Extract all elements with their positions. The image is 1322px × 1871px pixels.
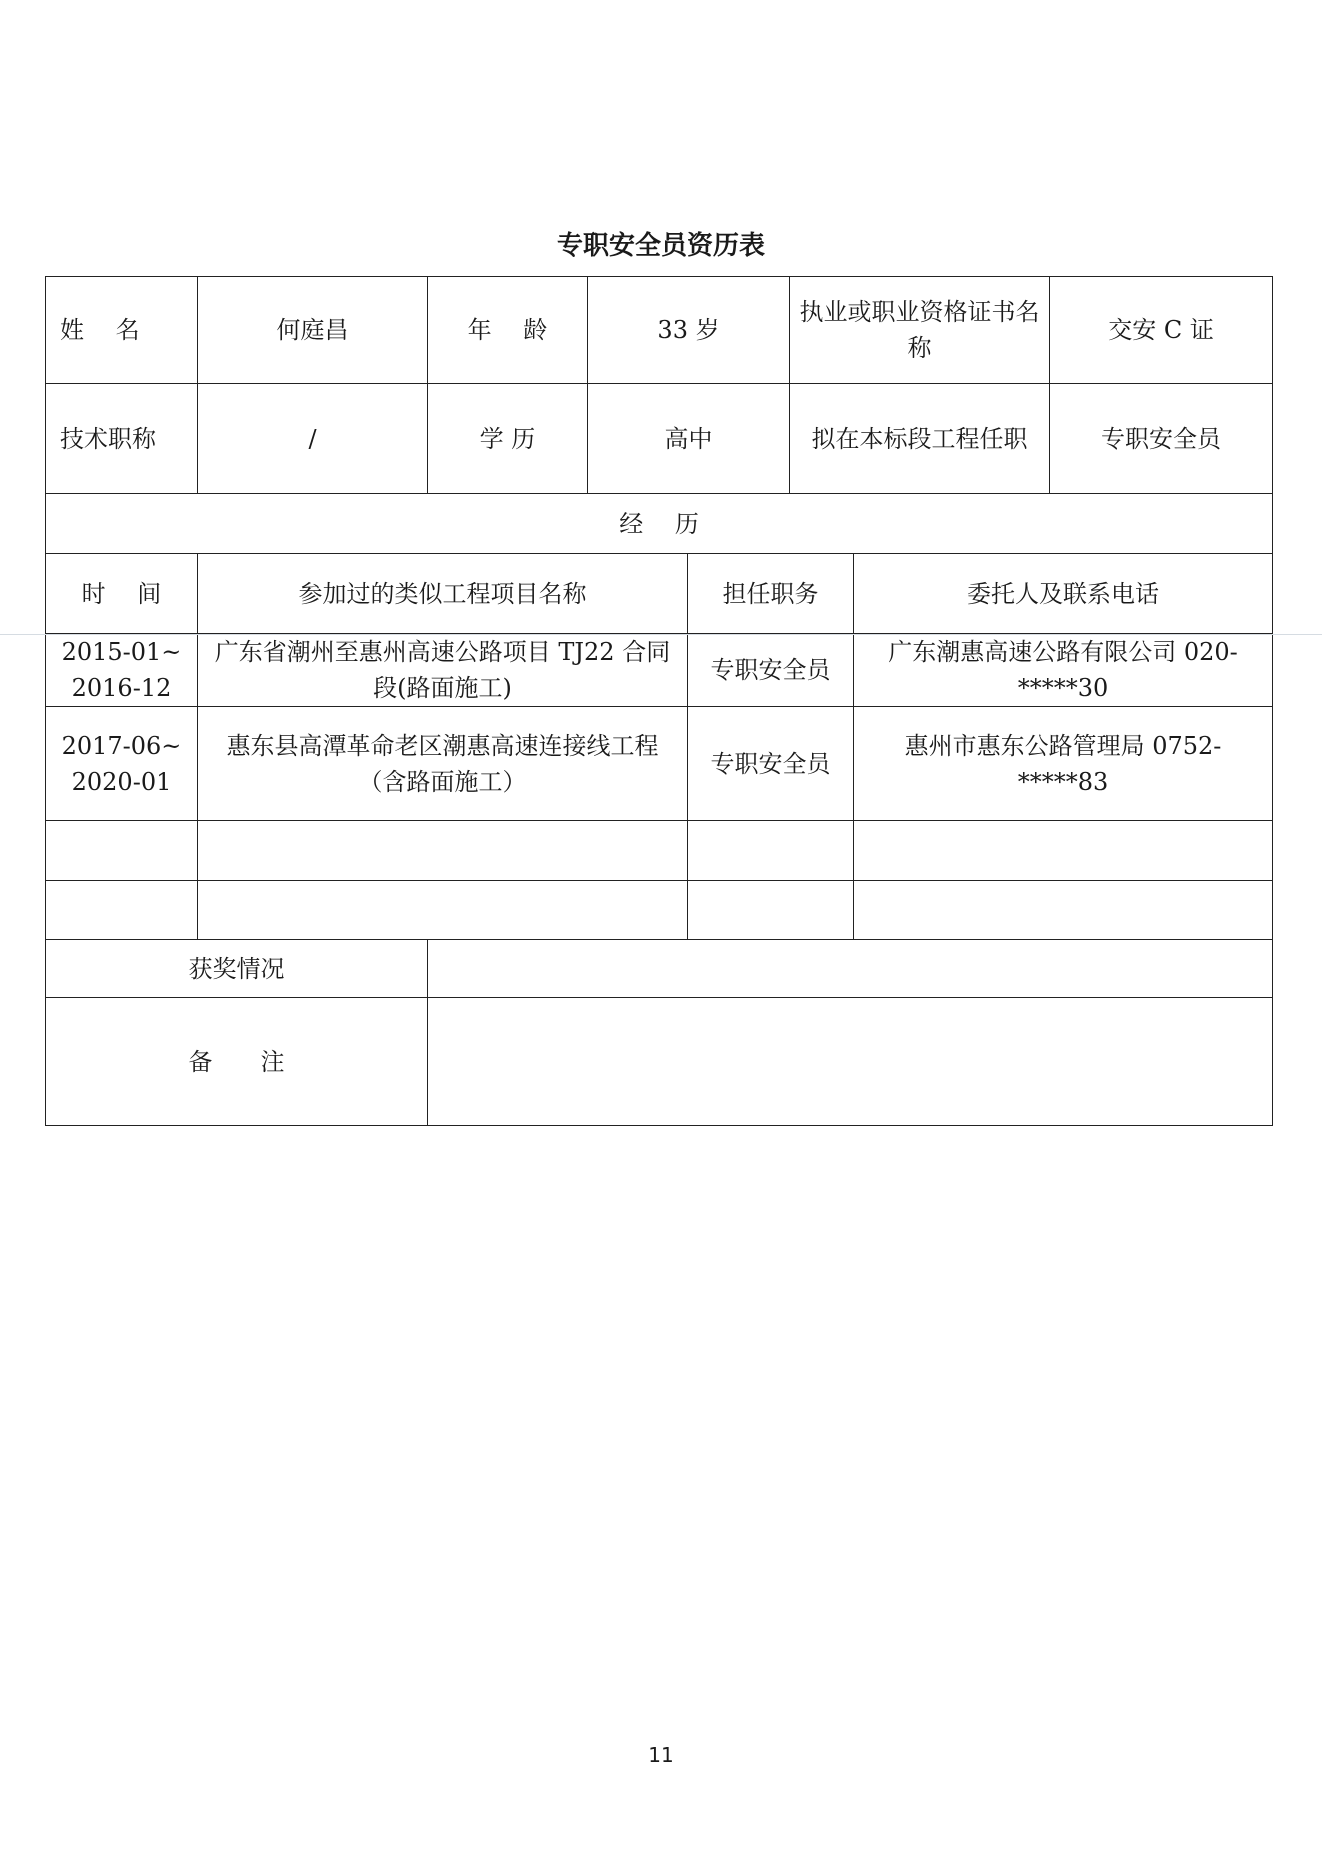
name-value: 何庭昌	[198, 277, 428, 384]
table-row	[46, 707, 1273, 821]
awards-value	[428, 940, 1273, 998]
experience-time	[46, 821, 198, 881]
experience-role: 专职安全员	[688, 634, 854, 707]
page-number: 11	[648, 1743, 674, 1767]
title-value: /	[198, 384, 428, 494]
experience-time	[46, 881, 198, 940]
experience-project: 惠东县高潭革命老区潮惠高速连接线工程（含路面施工）	[198, 707, 688, 821]
experience-contact	[854, 821, 1273, 881]
experience-header-row	[46, 554, 1273, 634]
education-value: 高中	[588, 384, 790, 494]
remarks-value	[428, 998, 1273, 1126]
position-value: 专职安全员	[1050, 384, 1273, 494]
experience-role	[688, 881, 854, 940]
title-label: 技术职称	[46, 384, 198, 494]
experience-contact: 惠州市惠东公路管理局 0752-*****83	[854, 707, 1273, 821]
basic-row-2	[46, 384, 1273, 494]
experience-project	[198, 881, 688, 940]
project-header: 参加过的类似工程项目名称	[198, 554, 688, 634]
experience-contact: 广东潮惠高速公路有限公司 020-*****30	[854, 634, 1273, 707]
page-title: 专职安全员资历表	[556, 231, 765, 261]
age-label: 年 龄	[428, 277, 588, 384]
experience-section-label: 经 历	[46, 494, 1273, 554]
cert-label: 执业或职业资格证书名称	[790, 277, 1050, 384]
cert-value: 交安 C 证	[1050, 277, 1273, 384]
experience-project: 广东省潮州至惠州高速公路项目 TJ22 合同段(路面施工)	[198, 634, 688, 707]
education-label: 学 历	[428, 384, 588, 494]
age-value: 33 岁	[588, 277, 790, 384]
experience-contact	[854, 881, 1273, 940]
name-label: 姓 名	[46, 277, 198, 384]
remarks-label: 备 注	[46, 998, 428, 1126]
experience-role: 专职安全员	[688, 707, 854, 821]
scan-artifact-line	[0, 634, 1322, 635]
awards-label: 获奖情况	[46, 940, 428, 998]
experience-project	[198, 821, 688, 881]
time-header: 时 间	[46, 554, 198, 634]
experience-role	[688, 821, 854, 881]
table-row	[46, 634, 1273, 707]
role-header: 担任职务	[688, 554, 854, 634]
position-label: 拟在本标段工程任职	[790, 384, 1050, 494]
experience-time: 2015-01~ 2016-12	[46, 634, 198, 707]
table-row	[46, 881, 1273, 940]
table-row	[46, 821, 1273, 881]
awards-row	[46, 940, 1273, 998]
contact-header: 委托人及联系电话	[854, 554, 1273, 634]
qualification-table	[45, 276, 1273, 1126]
experience-section-row	[46, 494, 1273, 554]
experience-time: 2017-06~ 2020-01	[46, 707, 198, 821]
remarks-row	[46, 998, 1273, 1126]
basic-row-1	[46, 277, 1273, 384]
